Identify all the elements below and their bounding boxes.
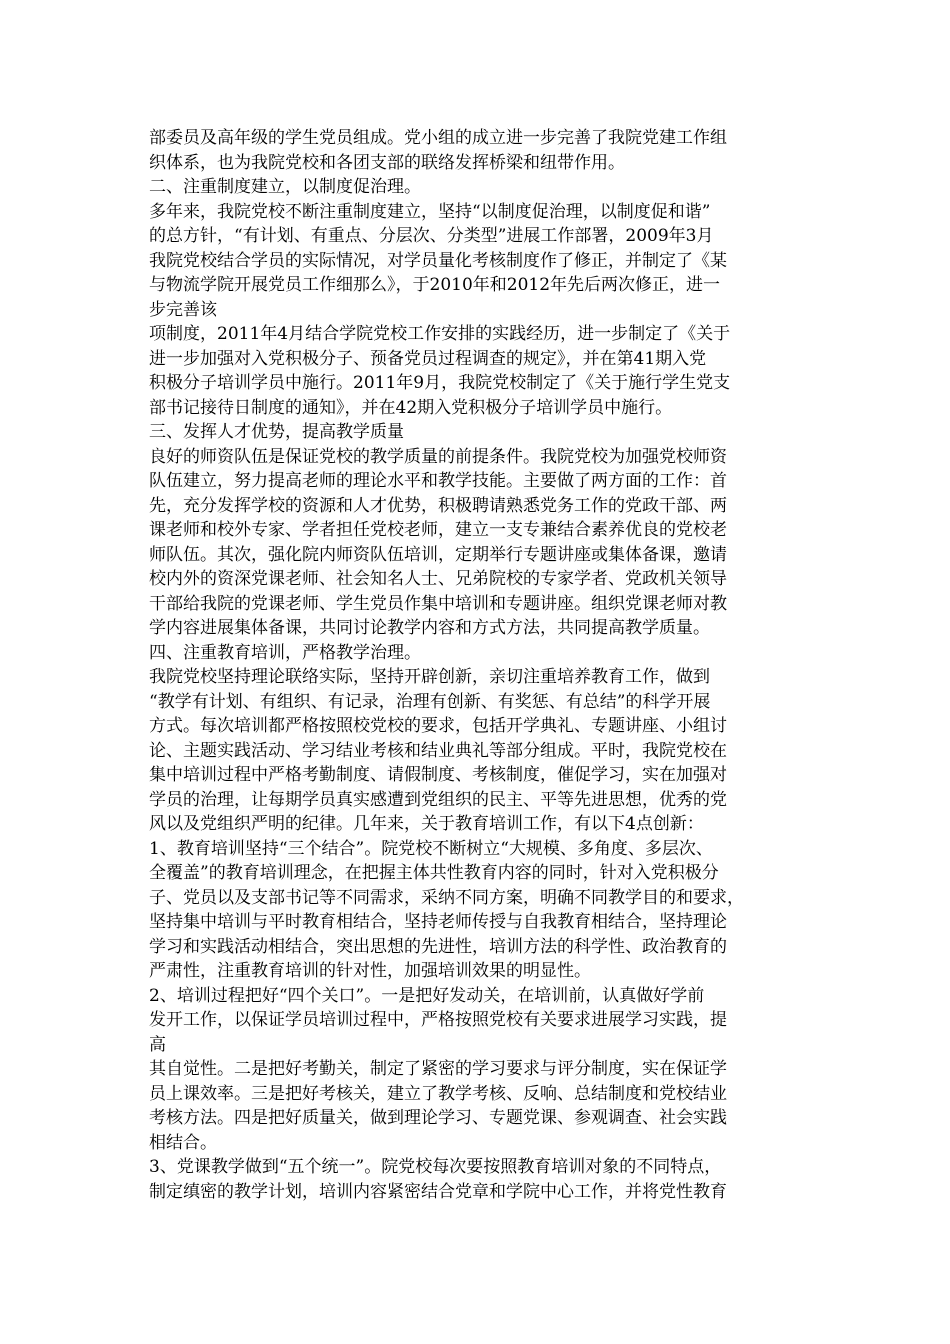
- text-line: 风以及党组织严明的纪律。几年来，关于教育培训工作，有以下4点创新：: [149, 814, 704, 834]
- text-line: 我院党校结合学员的实际情况，对学员量化考核制度作了修正，并制定了《某: [149, 250, 727, 271]
- text-line: 学内容进展集体备课，共同讨论教学内容和方式方法，共同提高教学质量。: [149, 618, 710, 638]
- section-heading: 二、注重制度建立，以制度促治理。: [149, 177, 421, 197]
- text-line: 发开工作，以保证学员培训过程中，严格按照党校有关要求进展学习实践，提: [149, 1010, 727, 1030]
- section-heading: 三、发挥人才优势，提高教学质量: [149, 422, 404, 442]
- text-line: 高: [149, 1034, 166, 1055]
- text-line: 全覆盖”的教育培训理念，在把握主体共性教育内容的同时，针对入党积极分: [149, 863, 719, 883]
- section-heading: 四、注重教育培训，严格教学治理。: [149, 642, 421, 663]
- text-line: 学习和实践活动相结合，突出思想的先进性，培训方法的科学性、政治教育的: [149, 936, 727, 957]
- text-line: 校内外的资深党课老师、社会知名人士、兄弟院校的专家学者、党政机关领导: [149, 569, 727, 589]
- text-line: 步完善该: [149, 299, 217, 320]
- text-line: 先，充分发挥学校的资源和人才优势，积极聘请熟悉党务工作的党政干部、两: [149, 495, 727, 516]
- text-line: 织体系，也为我院党校和各团支部的联络发挥桥梁和纽带作用。: [149, 152, 625, 173]
- text-line: 学员的治理，让每期学员真实感遭到党组织的民主、平等先进思想，优秀的党: [149, 789, 727, 810]
- text-line: 其自觉性。二是把好考勤关，制定了紧密的学习要求与评分制度，实在保证学: [149, 1059, 727, 1079]
- text-line: 的总方针，“有计划、有重点、分层次、分类型”进展工作部署，2009年3月: [149, 226, 714, 246]
- text-line: 2、培训过程把好“四个关口”。一是把好发动关，在培训前，认真做好学前: [149, 985, 705, 1006]
- text-line: 多年来，我院党校不断注重制度建立，坚持“以制度促治理，以制度促和谐”: [149, 201, 711, 222]
- text-line: 坚持集中培训与平时教育相结合，坚持老师传授与自我教育相结合，坚持理论: [149, 912, 727, 932]
- text-line: 队伍建立，努力提高老师的理论水平和教学技能。主要做了两方面的工作：首: [149, 471, 727, 491]
- text-line: 部委员及高年级的学生党员组成。党小组的成立进一步完善了我院党建工作组: [149, 128, 727, 148]
- text-line: 方式。每次培训都严格按照校党校的要求，包括开学典礼、专题讲座、小组讨: [149, 716, 727, 736]
- text-line: 员上课效率。三是把好考核关，建立了教学考核、反响、总结制度和党校结业: [149, 1083, 727, 1104]
- text-line: 相结合。: [149, 1132, 217, 1153]
- text-line: 3、党课教学做到“五个统一”。院党校每次要按照教育培训对象的不同特点，: [149, 1157, 722, 1177]
- text-line: “教学有计划、有组织、有记录，治理有创新、有奖惩、有总结”的科学开展: [149, 691, 711, 712]
- text-line: 1、教育培训坚持“三个结合”。院党校不断树立“大规模、多角度、多层次、: [149, 838, 713, 859]
- text-line: 良好的师资队伍是保证党校的教学质量的前提条件。我院党校为加强党校师资: [149, 446, 727, 467]
- text-line: 论、主题实践活动、学习结业考核和结业典礼等部分组成。平时，我院党校在: [149, 740, 727, 761]
- text-line: 进一步加强对入党积极分子、预备党员过程调查的规定》，并在第41期入党: [149, 348, 707, 369]
- text-line: 师队伍。其次，强化院内师资队伍培训，定期举行专题讲座或集体备课，邀请: [149, 544, 727, 565]
- text-line: 子、党员以及支部书记等不同需求，采纳不同方案，明确不同教学目的和要求，: [149, 887, 744, 908]
- text-line: 部书记接待日制度的通知》，并在42期入党积极分子培训学员中施行。: [149, 397, 673, 418]
- text-line: 干部给我院的党课老师、学生党员作集中培训和专题讲座。组织党课老师对教: [149, 593, 727, 614]
- text-line: 与物流学院开展党员工作细那么》，于2010年和2012年先后两次修正，进一: [149, 275, 721, 295]
- text-line: 我院党校坚持理论联络实际，坚持开辟创新，亲切注重培养教育工作，做到: [149, 667, 710, 687]
- text-line: 集中培训过程中严格考勤制度、请假制度、考核制度，催促学习，实在加强对: [149, 765, 727, 785]
- text-line: 严肃性，注重教育培训的针对性，加强培训效果的明显性。: [149, 961, 591, 981]
- text-line: 积极分子培训学员中施行。2011年9月，我院党校制定了《关于施行学生党支: [149, 373, 731, 393]
- text-line: 项制度，2011年4月结合学院党校工作安排的实践经历，进一步制定了《关于: [149, 324, 731, 344]
- text-line: 考核方法。四是把好质量关，做到理论学习、专题党课、参观调查、社会实践: [149, 1108, 727, 1128]
- text-line: 课老师和校外专家、学者担任党校老师，建立一支专兼结合素养优良的党校老: [149, 520, 727, 540]
- document-body: [149, 126, 819, 1204]
- text-line: 制定缜密的教学计划，培训内容紧密结合党章和学院中心工作，并将党性教育: [149, 1181, 727, 1202]
